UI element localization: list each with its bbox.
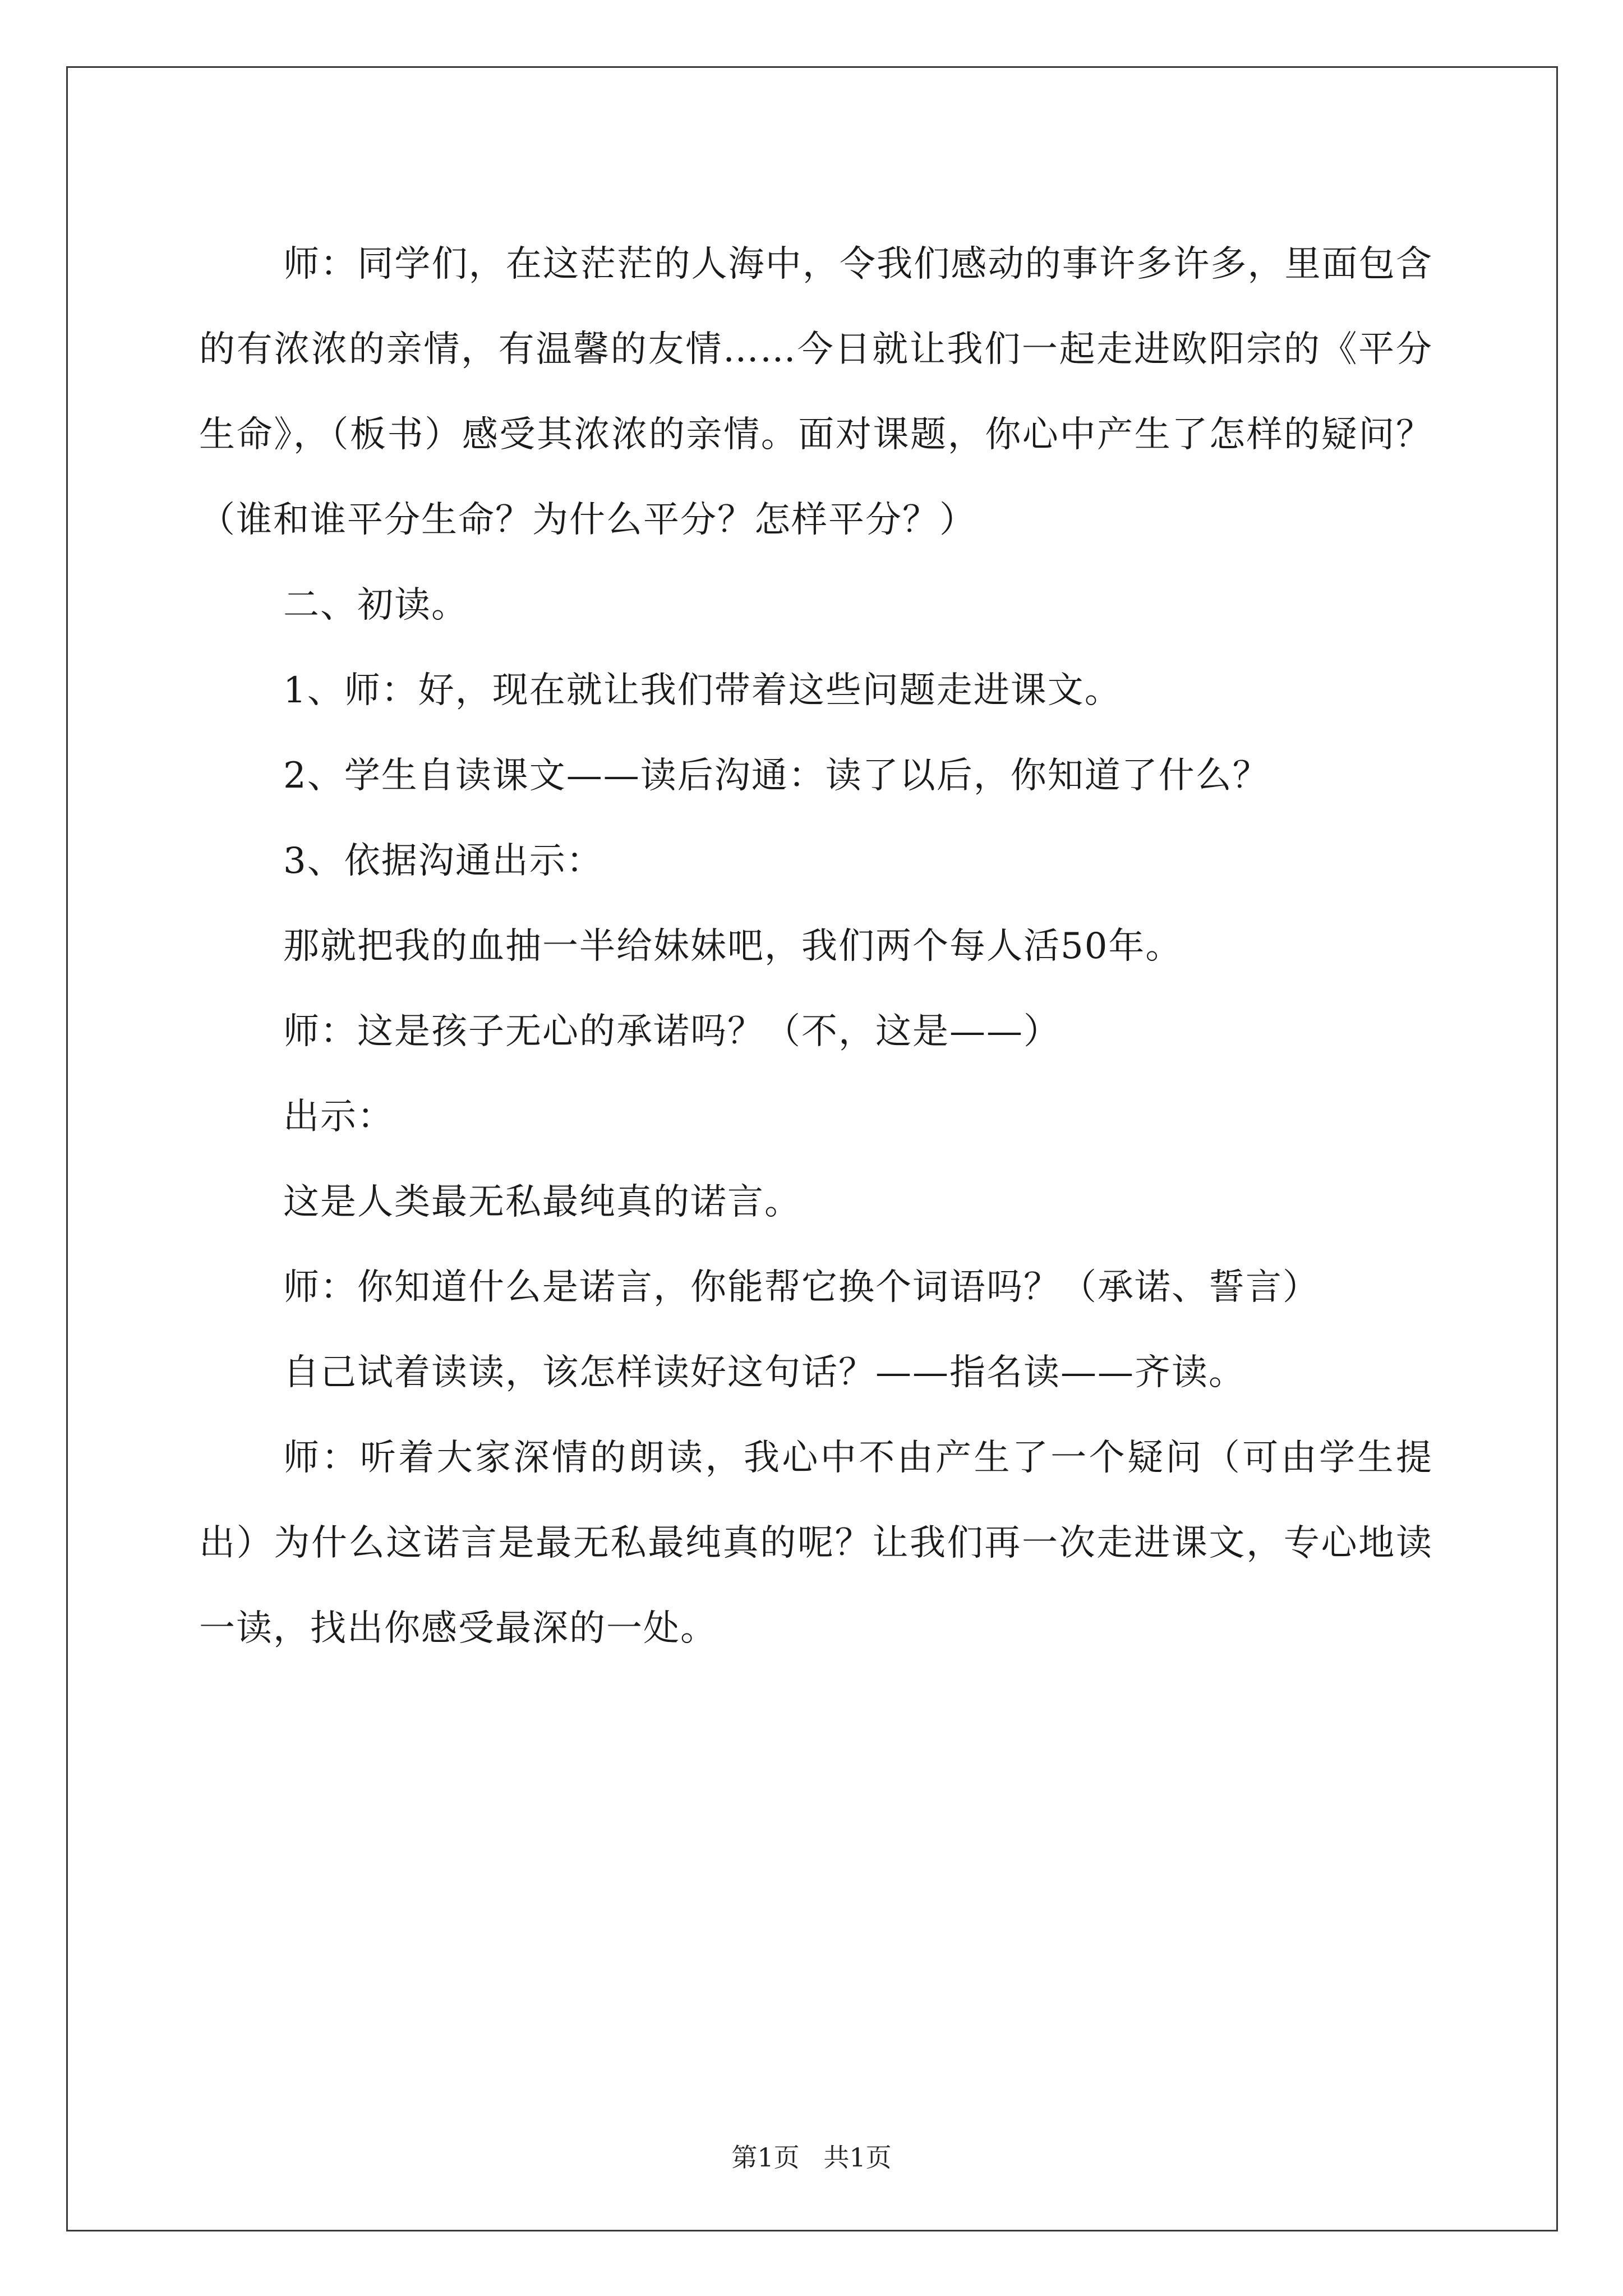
- paragraph-closing: 师：听着大家深情的朗读，我心中不由产生了一个疑问（可由学生提出）为什么这诺言是最无私最纯真的呢？让我们再一次走进课文，专心地读一读，找出你感受最深的一处。: [199, 1437, 1433, 1649]
- paragraph-quote-1: 那就把我的血抽一半给妹妹吧，我们两个每人活50年。: [283, 926, 1183, 967]
- paragraph-teacher-question: 师：这是孩子无心的承诺吗？（不，这是——）: [283, 1011, 1061, 1052]
- paragraph-quote-2: 这是人类最无私最纯真的诺言。: [283, 1181, 801, 1223]
- page-footer: [0, 2137, 1623, 2174]
- paragraph-teacher-synonym: 师：你知道什么是诺言，你能帮它换个词语吗？（承诺、誓言）: [283, 1267, 1320, 1308]
- page-total: 共1页: [823, 2142, 892, 2173]
- paragraph-intro: 师：同学们，在这茫茫的人海中，令我们感动的事许多许多，里面包含的有浓浓的亲情，有温馨的友情……今日就让我们一起走进欧阳宗的《平分生命》，（板书）感受其浓浓的亲情。面对课题，你心中产生了怎样的疑问？（谁和谁平分生命？为什么平分？怎样平分？）: [199, 243, 1433, 541]
- paragraph-reading-practice: 自己试着读读，该怎样读好这句话？——指名读——齐读。: [283, 1352, 1246, 1393]
- paragraph-step-1: 1、师：好，现在就让我们带着这些问题走进课文。: [283, 670, 1122, 711]
- paragraph-step-3: 3、依据沟通出示：: [283, 840, 603, 882]
- document-body: [199, 222, 1433, 1671]
- section-heading-first-reading: 二、初读。: [283, 585, 468, 626]
- paragraph-step-2: 2、学生自读课文——读后沟通：读了以后，你知道了什么？: [283, 755, 1270, 797]
- page-number: 第1页: [731, 2142, 800, 2173]
- paragraph-show-label: 出示：: [283, 1096, 394, 1138]
